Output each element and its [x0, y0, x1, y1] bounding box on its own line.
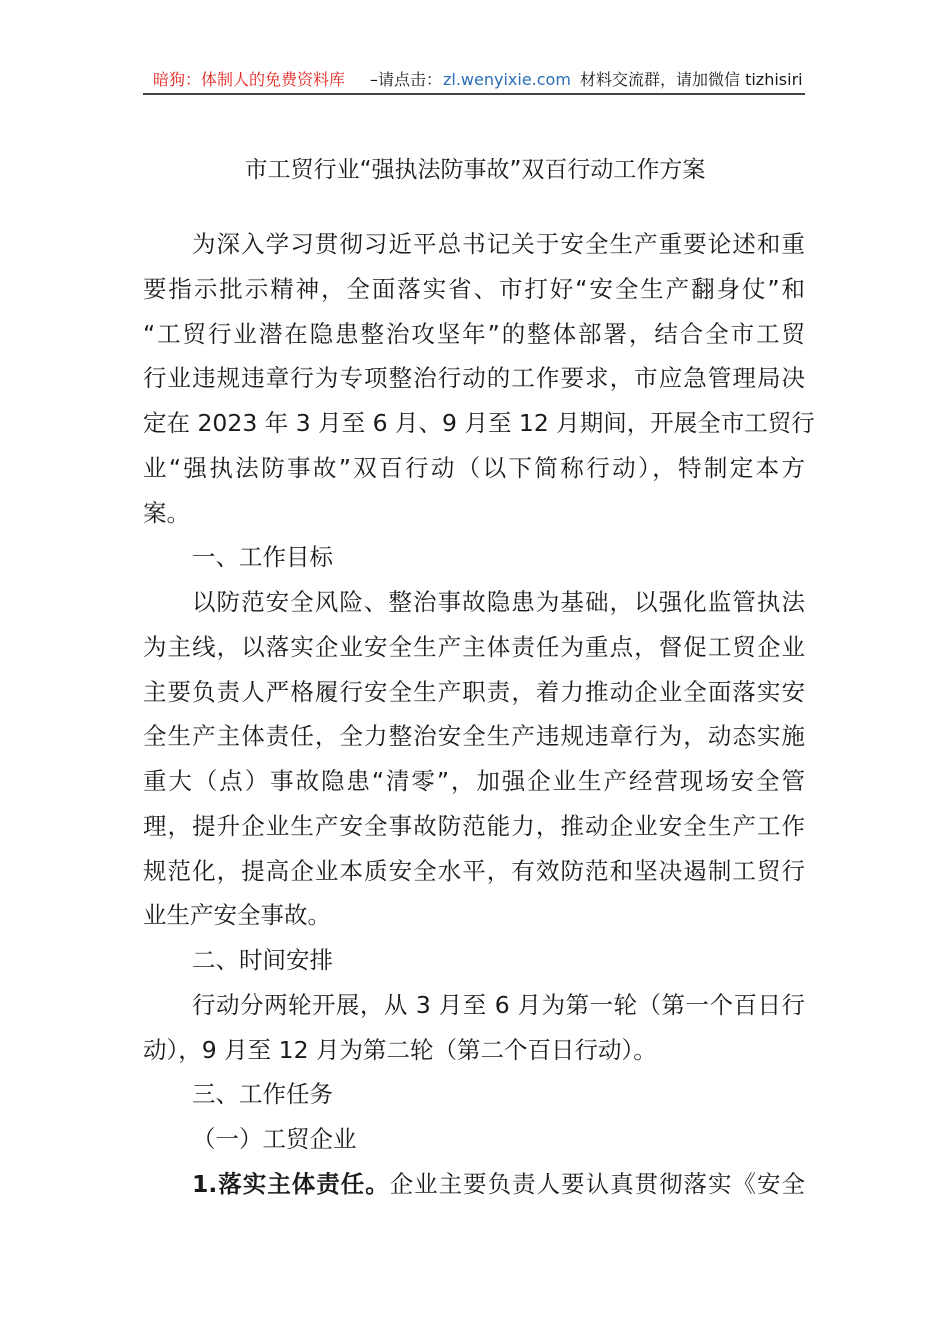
text-line — [143, 1028, 805, 1073]
line-text: （一）工贸企业 — [192, 1125, 357, 1153]
line-text: 企业主要负责人要认真贯彻落实《安全 — [389, 1169, 805, 1198]
text-line — [143, 625, 805, 670]
click-prompt: –请点击： — [370, 70, 443, 89]
line-text: 二、时间安排 — [192, 946, 333, 974]
line-text: 重大（点）事故隐患“清零”，加强企业生产经营现场安全管 — [143, 767, 805, 795]
page-header — [143, 68, 805, 92]
bold-lead: 1.落实主体责任。 — [192, 1169, 390, 1198]
line-text: 三、工作任务 — [192, 1080, 333, 1109]
text-line — [143, 670, 805, 715]
text-line — [143, 1117, 805, 1162]
line-text: 行动分两轮开展，从 3 月至 6 月为第一轮（第一个百日行 — [192, 990, 805, 1019]
line-text: 要指示批示精神，全面落实省、市打好“安全生产翻身仗”和 — [143, 274, 805, 303]
text-line — [143, 893, 805, 938]
site-name: 暗狗：体制人的免费资料库 — [153, 70, 346, 89]
text-line — [143, 983, 805, 1028]
text-line — [143, 356, 805, 401]
wechat-note: 材料交流群，请加微信 tizhisiri — [580, 70, 803, 89]
text-line — [143, 804, 805, 849]
line-text: 为主线，以落实企业安全生产主体责任为重点，督促工贸企业 — [143, 632, 805, 661]
text-line — [143, 938, 805, 983]
text-line — [143, 312, 805, 357]
text-line — [143, 491, 805, 536]
line-text: 主要负责人严格履行安全生产职责，着力推动企业全面落实安 — [143, 677, 805, 706]
text-line — [143, 446, 805, 491]
document-body — [143, 222, 815, 1207]
line-text: 行业违规违章行为专项整治行动的工作要求，市应急管理局决 — [143, 364, 805, 393]
text-line — [143, 714, 805, 759]
text-line — [143, 401, 815, 446]
text-line — [143, 1072, 805, 1117]
line-text: 动），9 月至 12 月为第二轮（第二个百日行动）。 — [143, 1035, 657, 1064]
text-line — [143, 759, 805, 804]
site-link[interactable]: zl.wenyixie.com — [443, 70, 571, 89]
header-divider — [143, 93, 805, 95]
text-line — [143, 1162, 805, 1207]
line-text: 一、工作目标 — [192, 543, 333, 572]
text-line — [143, 580, 805, 625]
line-text: 业“强执法防事故”双百行动（以下简称行动），特制定本方 — [143, 453, 805, 482]
line-text: 案。 — [143, 498, 190, 527]
line-text: 定在 2023 年 3 月至 6 月、9 月至 12 月期间，开展全市工贸行 — [143, 409, 815, 437]
text-line — [143, 535, 805, 580]
line-text: 理，提升企业生产安全事故防范能力，推动企业安全生产工作 — [143, 811, 805, 840]
line-text: 全生产主体责任，全力整治安全生产违规违章行为，动态实施 — [143, 722, 805, 751]
text-line — [143, 267, 805, 312]
line-text: 为深入学习贯彻习近平总书记关于安全生产重要论述和重 — [192, 230, 805, 258]
line-text: 业生产安全事故。 — [143, 901, 331, 930]
line-text: 以防范安全风险、整治事故隐患为基础，以强化监管执法 — [192, 588, 805, 616]
document-title: 市工贸行业“强执法防事故”双百行动工作方案 — [244, 157, 706, 183]
line-text: 规范化，提高企业本质安全水平，有效防范和坚决遏制工贸行 — [143, 856, 805, 885]
text-line — [143, 849, 805, 894]
text-line — [143, 222, 805, 267]
line-text: “工贸行业潜在隐患整治攻坚年”的整体部署，结合全市工贸 — [143, 319, 805, 348]
